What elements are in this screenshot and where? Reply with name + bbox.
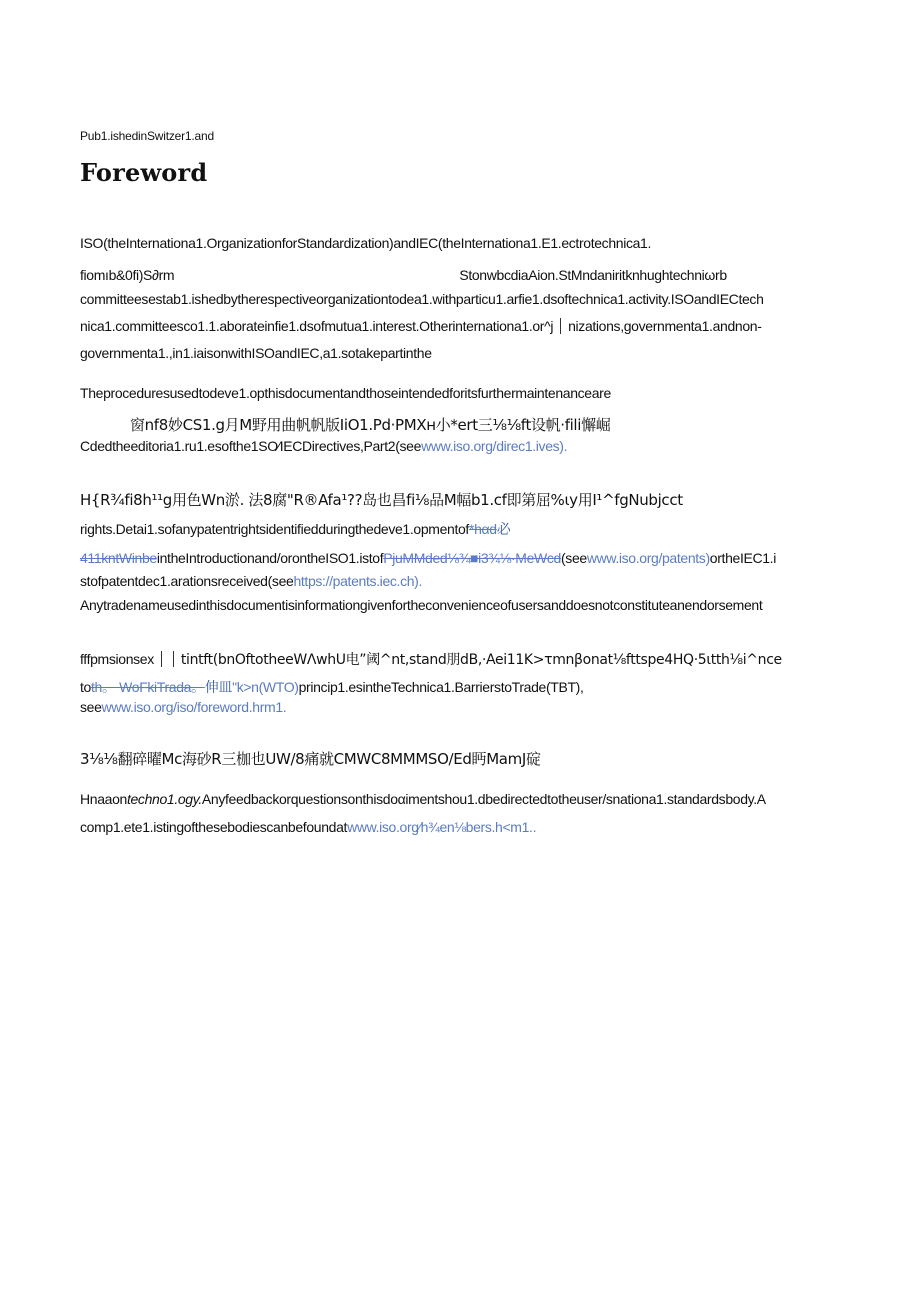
vertical-bar: [173, 651, 174, 667]
p5-line2-italic: techno1.ogy.: [126, 791, 202, 807]
p3-line2-text: rights.Detai1.sofanypatentrightsidentifiedduringthedeve1.opmentof: [80, 521, 469, 537]
p1-line2: [80, 266, 727, 284]
p4-line1: [80, 650, 782, 669]
p5-line2-right: Anyfeedbackorquestionsonthisdoαimentshou1.dbedirectedtotheuser/snationa1.standardsbody.A: [201, 791, 766, 807]
p4-line1-right: tintft(bnOftotheeWΛwhU电”阈^nt,stand朋dB,·Aei11K>τmnβonat⅛fttspe4HQ·5ιtth⅛i^nce: [180, 652, 782, 668]
p2-line3: [80, 437, 567, 455]
p2-line1: Theproceduresusedtodeve1.opthisdocumentandthoseintendedforitsfurthermaintenanceare: [80, 385, 611, 401]
p5-line3-text: comp1.ete1.istingofthesebodiescanbefoundat: [80, 819, 348, 835]
p5-line3: [80, 818, 536, 836]
p3-line2: [80, 520, 510, 539]
p4-line2-to: to: [80, 679, 91, 695]
p4-line3-see: see: [80, 699, 102, 715]
published-line: Pub1.ishedinSwitzer1.and: [80, 129, 214, 143]
p1-line2-right: StonwbcdiaAion.StMndaniritknhughtechniωrb: [459, 267, 727, 283]
vertical-bar: [560, 318, 561, 334]
p4-line1-left: fffpmsionsex: [80, 651, 154, 667]
p1-line2-left: fiomıb&0fi)S∂rm: [80, 267, 175, 283]
p4-line2-strike: th。 WoFkiTrada。: [90, 679, 205, 695]
foreword-link[interactable]: www.iso.org/iso/foreword.hrm1.: [101, 699, 287, 715]
p3-line4: [80, 572, 422, 590]
p1-line1: ISO(theInternationa1.OrganizationforStandardization)andIEC(theInternationa1.E1.ectrotechnica1.: [80, 235, 652, 251]
handwritten-mark: 伸皿: [204, 680, 233, 696]
p5-line1: 3⅛⅛翻碎曜Mc海砂R三枷也UW/8痛就CMWC8MMMSO∕Ed眄MamJ碇: [80, 750, 541, 768]
p1-line3: committeesestab1.ishedbytherespectiveorganizationtodea1.withparticu1.arfie1.dsoftechnica1.activity.ISOandIECtech: [80, 291, 764, 307]
p4-line2-text: princip1.esintheTechnica1.BarrierstoTrade(TBT),: [298, 679, 584, 695]
p2-line2: 窗nf8妙CS1.g月M野用曲帆帆版IiO1.Pd·PMXн小*ert三⅛⅛ft设帆·fili懈崛: [130, 416, 611, 434]
p3-line3: [80, 549, 776, 567]
p1-line4: [80, 317, 762, 335]
page-title: Foreword: [80, 158, 208, 187]
p3-line2-strike: *hαd: [468, 521, 497, 537]
p1-line5: governmenta1.,in1.iaisonwithISOandIEC,a1.sotakepartinthe: [80, 345, 432, 361]
patents-link[interactable]: www.iso.org/patents): [586, 550, 710, 566]
wto-link[interactable]: "k>n(WTO): [232, 679, 299, 695]
p4-line2: [80, 678, 584, 697]
p2-line3-text: Cdedtheeditoria1.ru1.esofthe1SO∕IECDirectives,Part2(see: [80, 438, 422, 454]
p1-line4-left: nica1.committeesco1.1.aborateinfie1.dsofmutua1.interest.Otherinternationa1.or^j: [80, 318, 554, 334]
p3-line4-text: stofpatentdec1.arationsreceived(see: [80, 573, 294, 589]
p3-line1: H{R¾fi8h¹¹g用色Wn淤. 法8腐"R®Afa¹??岛也昌fi⅛品M幅b1.cf即第屈%ιy用I¹^fgNubjcct: [80, 491, 683, 509]
p5-line2: [80, 790, 766, 808]
p3-line3-strike2: PjuMMded⅛¾■i3¾⅛·MeWcd: [383, 550, 561, 566]
iec-patents-link[interactable]: https://patents.iec.ch).: [293, 573, 423, 589]
members-link[interactable]: www.iso.org∕h¾en⅛bers.h<m1..: [347, 819, 537, 835]
directives-link[interactable]: www.iso.org/direc1.ives).: [421, 438, 568, 454]
p1-line4-right: nizations,governmenta1.andnon-: [568, 318, 762, 334]
p3-line3-strike: 411kntWinbe: [80, 550, 157, 566]
p3-line5: Anytradenameusedinthisdocumentisinformationgivenfortheconvenienceofusersanddoesnotconstituteanendorsement: [80, 597, 763, 613]
p5-line2-left: Hnaaon: [80, 791, 127, 807]
p4-line3: [80, 698, 286, 716]
p3-line3-text2: (see: [560, 550, 587, 566]
p3-line3-text3: ortheIEC1.i: [709, 550, 776, 566]
p3-line3-text: intheIntroductionand/orontheISO1.istof: [156, 550, 384, 566]
vertical-bar: [161, 651, 162, 667]
handwritten-mark: 必: [496, 522, 511, 538]
